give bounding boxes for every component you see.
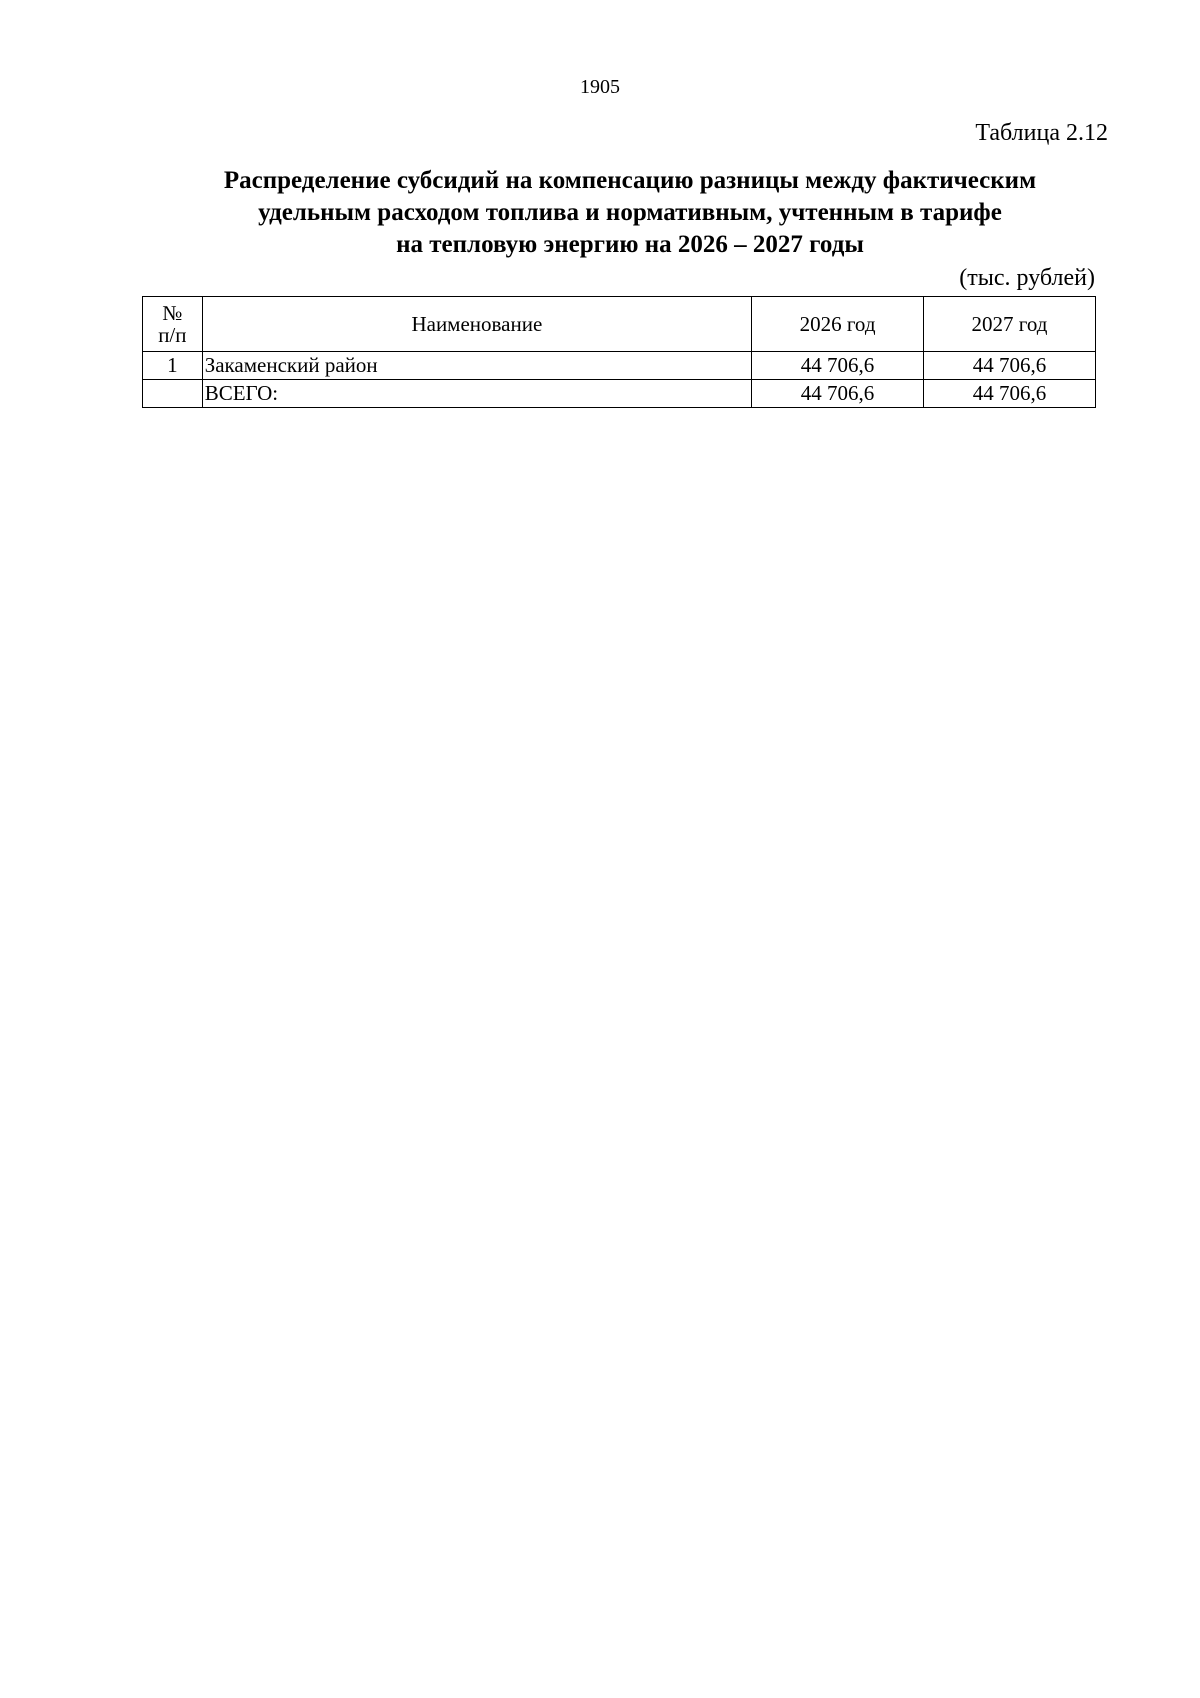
table-header-row xyxy=(143,297,1096,352)
units-label: (тыс. рублей) xyxy=(959,265,1095,291)
title-line: на тепловую энергию на 2026 – 2027 годы xyxy=(396,231,864,258)
table-total-row xyxy=(143,380,1096,408)
row-number xyxy=(143,380,203,408)
table-row xyxy=(143,352,1096,380)
subsidy-table xyxy=(142,296,1096,408)
row-value-2026: 44 706,6 xyxy=(752,352,924,380)
header-year-2027: 2027 год xyxy=(924,297,1096,352)
page-number: 1905 xyxy=(580,76,620,98)
title-line: удельным расходом топлива и нормативным, учтенным в тарифе xyxy=(258,199,1002,226)
header-number xyxy=(143,297,203,352)
header-name: Наименование xyxy=(202,297,751,352)
row-value-2027: 44 706,6 xyxy=(924,352,1096,380)
row-name: ВСЕГО: xyxy=(202,380,751,408)
table-label: Таблица 2.12 xyxy=(975,120,1108,146)
title-line: Распределение субсидий на компенсацию разницы между фактическим xyxy=(223,167,1037,194)
row-name: Закаменский район xyxy=(202,352,751,380)
header-number-symbol: № xyxy=(162,301,183,325)
header-year-2026: 2026 год xyxy=(752,297,924,352)
row-value-2026: 44 706,6 xyxy=(752,380,924,408)
header-number-abbr: п/п xyxy=(158,323,187,347)
row-value-2027: 44 706,6 xyxy=(924,380,1096,408)
row-number: 1 xyxy=(143,352,203,380)
document-title xyxy=(150,165,1110,261)
